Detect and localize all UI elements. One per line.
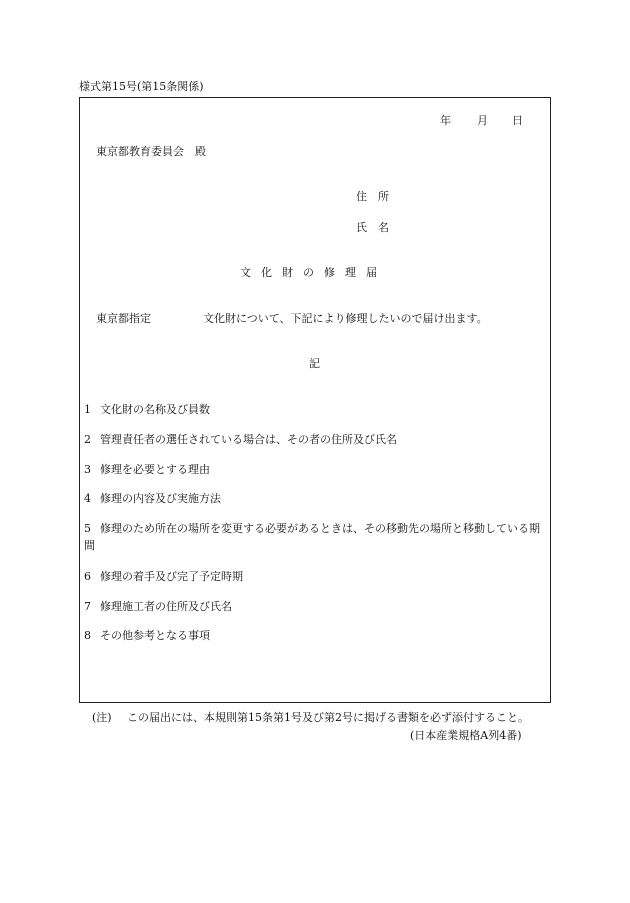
- item-number: 3: [84, 463, 91, 476]
- intro-text: 文化財について、下記により修理したいので届け出ます。: [203, 312, 488, 325]
- list-item: [84, 433, 397, 447]
- addressee: 東京都教育委員会 殿: [96, 145, 206, 158]
- list-item: [84, 463, 210, 477]
- item-number: 4: [84, 492, 91, 505]
- item-text: 修理の着手及び完了予定時期: [100, 570, 243, 583]
- item-text: 修理の内容及び実施方法: [100, 492, 221, 505]
- item-number: 7: [84, 600, 91, 613]
- ki-heading: 記: [309, 357, 320, 370]
- date-month-label: 月: [477, 114, 488, 127]
- item-text: その他参考となる事項: [100, 629, 210, 642]
- item-text: 管理責任者の選任されている場合は、その者の住所及び氏名: [100, 433, 397, 446]
- item-text: 文化財の名称及び員数: [100, 403, 210, 416]
- form-title: 文化財の修理届: [240, 266, 387, 279]
- applicant-address-label: 住 所: [356, 190, 389, 203]
- item-number: 2: [84, 433, 91, 446]
- note-text: この届出には、本規則第15条第1号及び第2号に掲げる書類を必ず添付すること。: [127, 711, 529, 724]
- item-number: 8: [84, 629, 91, 642]
- list-item: [84, 403, 210, 417]
- item-number: 6: [84, 570, 91, 583]
- item-number: 5: [84, 522, 91, 535]
- item-text: 修理のため所在の場所を変更する必要があるときは、その移動先の場所と移動している期間: [84, 522, 540, 552]
- paper-size-note: (日本産業規格A列4番): [410, 729, 522, 742]
- applicant-name-label: 氏 名: [356, 221, 389, 234]
- item-text: 修理を必要とする理由: [100, 463, 210, 476]
- date-year-label: 年: [440, 114, 451, 127]
- note-label: (注): [92, 711, 112, 724]
- list-item: [84, 520, 546, 554]
- list-item: [84, 492, 221, 506]
- list-item: [84, 600, 232, 614]
- list-item: [84, 570, 243, 584]
- item-text: 修理施工者の住所及び氏名: [100, 600, 232, 613]
- list-item: [84, 629, 210, 643]
- designation-prefix: 東京都指定: [96, 312, 151, 325]
- item-number: 1: [84, 403, 91, 416]
- form-number-label: 様式第15号(第15条関係): [79, 80, 204, 93]
- date-day-label: 日: [512, 114, 523, 127]
